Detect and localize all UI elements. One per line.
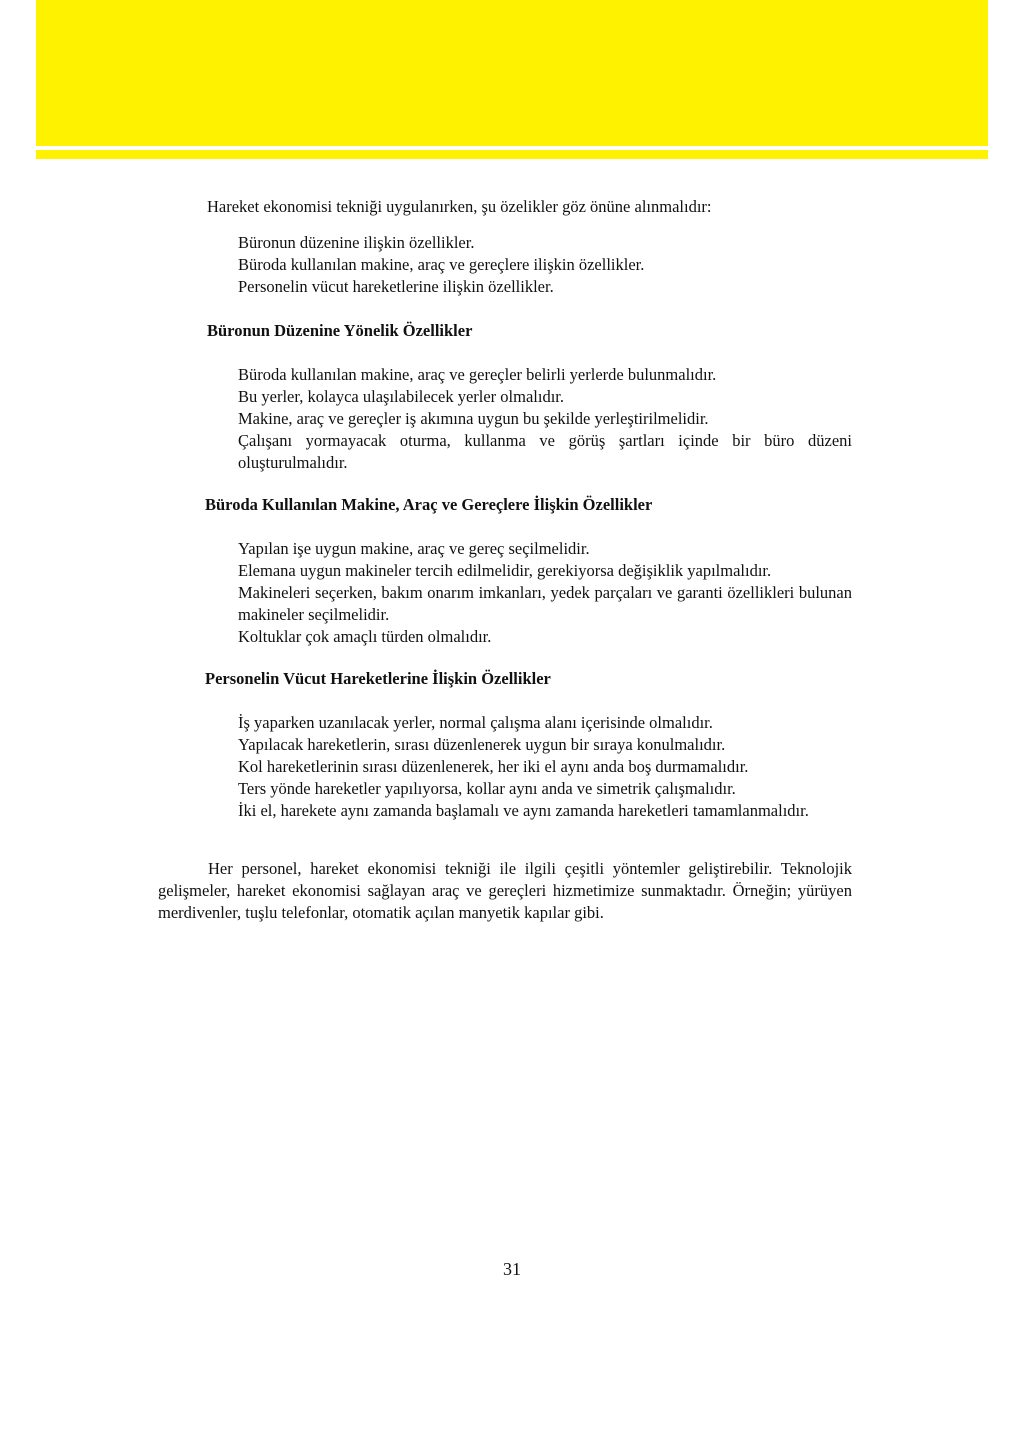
list-item: Yapılacak hareketlerin, sırası düzenlenerek uygun bir sıraya konulmalıdır. <box>238 735 726 754</box>
header-stripe <box>36 150 988 159</box>
list-item: Kol hareketlerinin sırası düzenlenerek, her iki el aynı anda boş durmamalıdır. <box>238 757 749 776</box>
list-item: Elemana uygun makineler tercih edilmelidir, gerekiyorsa değişiklik yapılmalıdır. <box>238 561 772 580</box>
overview-list <box>238 232 852 298</box>
list-item: Bu yerler, kolayca ulaşılabilecek yerler olmalıdır. <box>238 387 565 406</box>
header-band <box>36 0 988 146</box>
list-item: Ters yönde hareketler yapılıyorsa, kollar aynı anda ve simetrik çalışmalıdır. <box>238 779 736 798</box>
list-item: Makineleri seçerken, bakım onarım imkanları, yedek parçaları ve garanti özellikleri bulunan makineler seçilmelidir. <box>238 583 852 624</box>
intro-paragraph: Hareket ekonomisi tekniği uygulanırken, şu özelikler göz önüne alınmalıdır: <box>207 197 712 216</box>
section-heading-makine-arac: Büroda Kullanılan Makine, Araç ve Gereçlere İlişkin Özellikler <box>205 495 653 514</box>
list-item: Makine, araç ve gereçler iş akımına uygun bu şekilde yerleştirilmelidir. <box>238 409 709 428</box>
list-item: İş yaparken uzanılacak yerler, normal çalışma alanı içerisinde olmalıdır. <box>238 713 713 732</box>
list-item: Büronun düzenine ilişkin özellikler. <box>238 233 475 252</box>
section-list-makine-arac <box>238 538 852 648</box>
section-list-buro-duzeni <box>238 364 852 474</box>
list-item: Yapılan işe uygun makine, araç ve gereç seçilmelidir. <box>238 539 590 558</box>
list-item: Koltuklar çok amaçlı türden olmalıdır. <box>238 627 492 646</box>
closing-paragraph: Her personel, hareket ekonomisi tekniği ile ilgili çeşitli yöntemler geliştirebilir. Teknolojik gelişmeler, hareket ekonomisi sağlayan araç ve gereçleri hizmetimize sunmaktadır. Örneğin; yürüyen merdivenler, tuşlu telefonlar, otomatik açılan manyetik kapılar gibi. <box>158 859 852 922</box>
list-item: İki el, harekete aynı zamanda başlamalı ve aynı zamanda hareketleri tamamlanmalıdır. <box>238 801 809 820</box>
list-item: Büroda kullanılan makine, araç ve gereçlere ilişkin özellikler. <box>238 255 645 274</box>
section-list-vucut-hareketleri <box>238 712 852 822</box>
section-heading-buro-duzeni: Büronun Düzenine Yönelik Özellikler <box>207 321 473 340</box>
page-number: 31 <box>503 1259 521 1279</box>
section-heading-vucut-hareketleri: Personelin Vücut Hareketlerine İlişkin Özellikler <box>205 669 551 688</box>
list-item: Çalışanı yormayacak oturma, kullanma ve görüş şartları içinde bir büro düzeni oluşturulmalıdır. <box>238 431 852 472</box>
list-item: Personelin vücut hareketlerine ilişkin özellikler. <box>238 277 554 296</box>
list-item: Büroda kullanılan makine, araç ve gereçler belirli yerlerde bulunmalıdır. <box>238 365 717 384</box>
